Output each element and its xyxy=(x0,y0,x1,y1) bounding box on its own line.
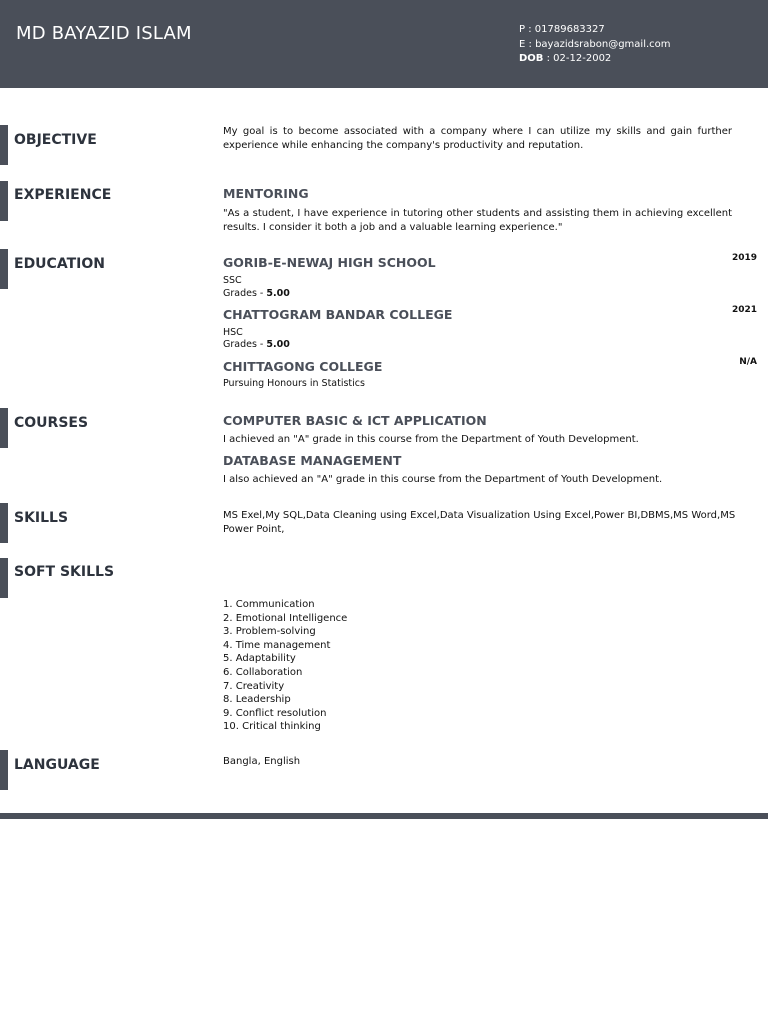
education-year-2: 2021 xyxy=(731,305,757,315)
section-title-courses: COURSES xyxy=(14,415,89,431)
list-item: 3. Problem-solving xyxy=(223,626,316,638)
education-school-1: GORIB-E-NEWAJ HIGH SCHOOL xyxy=(223,255,436,270)
grades-label: Grades - xyxy=(223,288,264,299)
education-note-3: Pursuing Honours in Statistics xyxy=(223,378,365,389)
education-degree-1: SSC xyxy=(223,275,242,286)
section-marker xyxy=(0,750,8,790)
experience-title: MENTORING xyxy=(223,186,309,201)
education-year-3: N/A xyxy=(739,357,757,367)
dob-line xyxy=(519,52,671,67)
section-marker xyxy=(0,249,8,289)
grades-value: 5.00 xyxy=(266,288,290,299)
education-year-1: 2019 xyxy=(731,253,757,263)
education-degree-2: HSC xyxy=(223,327,243,338)
section-title-experience: EXPERIENCE xyxy=(14,187,112,203)
language-text: Bangla, English xyxy=(223,756,301,767)
phone-value: 01789683327 xyxy=(534,24,605,35)
email-label: E : xyxy=(519,38,532,50)
list-item: 10. Critical thinking xyxy=(223,721,321,733)
soft-skills-list xyxy=(223,598,347,734)
section-title-education: EDUCATION xyxy=(14,256,105,272)
list-item: 5. Adaptability xyxy=(223,653,296,665)
section-title-skills: SKILLS xyxy=(14,510,69,526)
dob-label: DOB xyxy=(519,53,544,64)
experience-text: "As a student, I have experience in tutoring other students and assisting them in achieving excellent results. I consider it both a job and a valuable learning experience." xyxy=(223,208,732,233)
list-item: 4. Time management xyxy=(223,639,331,651)
section-title-soft-skills: SOFT SKILLS xyxy=(14,564,115,580)
course-text-1: I achieved an "A" grade in this course from the Department of Youth Development. xyxy=(223,434,639,445)
candidate-name: MD BAYAZID ISLAM xyxy=(16,23,192,44)
phone-label: P : xyxy=(519,24,532,35)
education-school-3: CHITTAGONG COLLEGE xyxy=(223,359,383,374)
course-title-1: COMPUTER BASIC & ICT APPLICATION xyxy=(223,413,487,428)
contact-block xyxy=(519,23,671,67)
education-grades-1 xyxy=(223,288,290,301)
objective-text: My goal is to become associated with a company where I can utilize my skills and gain further experience while enhancing the company's productivity and reputation. xyxy=(223,126,732,151)
section-marker xyxy=(0,408,8,448)
list-item: 1. Communication xyxy=(223,599,315,610)
skills-text: MS Exel,My SQL,Data Cleaning using Excel,Data Visualization Using Excel,Power BI,DBMS,MS Word,MS Power Point, xyxy=(223,510,736,535)
section-marker xyxy=(0,125,8,165)
list-item: 7. Creativity xyxy=(223,680,285,692)
resume-header xyxy=(0,0,768,88)
grades-label: Grades - xyxy=(223,339,264,350)
section-title-objective: OBJECTIVE xyxy=(14,132,97,148)
section-marker xyxy=(0,503,8,543)
list-item: 2. Emotional Intelligence xyxy=(223,612,348,624)
education-grades-2 xyxy=(223,339,290,352)
email-line xyxy=(519,38,671,53)
list-item: 8. Leadership xyxy=(223,694,291,706)
dob-value: : 02-12-2002 xyxy=(546,53,612,64)
section-title-language: LANGUAGE xyxy=(14,757,100,773)
section-marker xyxy=(0,181,8,221)
course-title-2: DATABASE MANAGEMENT xyxy=(223,453,402,468)
course-text-2: I also achieved an "A" grade in this course from the Department of Youth Development. xyxy=(223,474,663,485)
section-marker xyxy=(0,558,8,598)
footer-divider xyxy=(0,813,768,819)
list-item: 9. Conflict resolution xyxy=(223,707,327,719)
grades-value: 5.00 xyxy=(266,339,290,350)
list-item: 6. Collaboration xyxy=(223,666,303,678)
email-value[interactable]: bayazidsrabon@gmail.com xyxy=(535,38,671,50)
phone-line xyxy=(519,23,671,38)
education-school-2: CHATTOGRAM BANDAR COLLEGE xyxy=(223,307,453,322)
